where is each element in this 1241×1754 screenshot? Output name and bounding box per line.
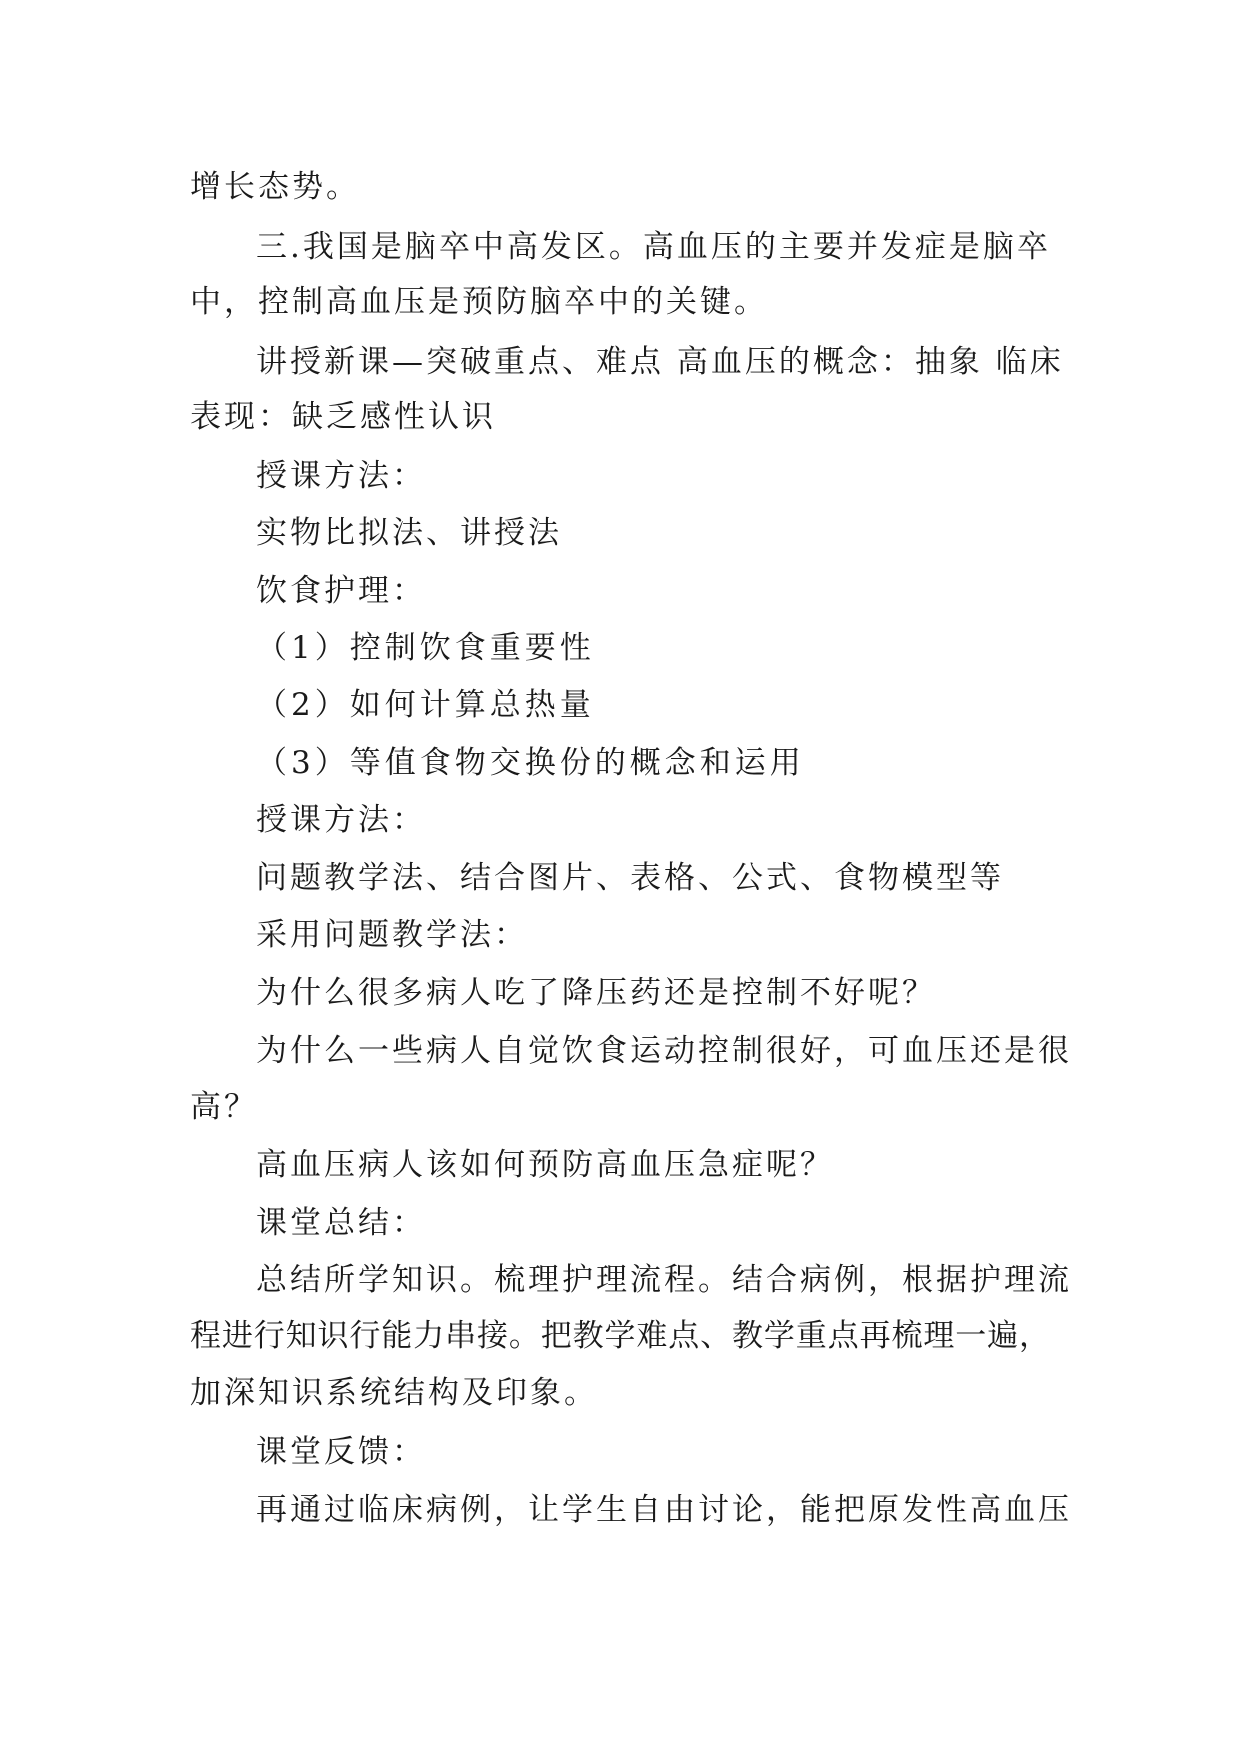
text-line: 高？ [190,1089,258,1125]
list-item: （2）如何计算总热量 [256,687,595,723]
text-line: 增长态势。 [190,169,360,205]
list-item: （3）等值食物交换份的概念和运用 [256,745,805,781]
text-line: 授课方法： [256,802,426,838]
text-line: 高血压病人该如何预防高血压急症呢？ [256,1147,834,1183]
text-line: 实物比拟法、讲授法 [256,515,562,551]
text-line: 三.我国是脑卒中高发区。高血压的主要并发症是脑卒 [256,229,1051,265]
text-line: 授课方法： [256,458,426,494]
text-line: 饮食护理： [256,573,426,609]
text-line: 问题教学法、结合图片、表格、公式、食物模型等 [256,860,1004,896]
list-item: （1）控制饮食重要性 [256,630,595,666]
text-line: 为什么很多病人吃了降压药还是控制不好呢？ [256,975,936,1011]
text-line: 表现：缺乏感性认识 [190,399,496,435]
text-line: 为什么一些病人自觉饮食运动控制很好，可血压还是很 [256,1033,1072,1069]
text-line: 讲授新课—突破重点、难点 高血压的概念：抽象 临床 [256,344,1064,380]
text-line: 再通过临床病例，让学生自由讨论，能把原发性高血压 [256,1492,1072,1528]
text-line: 程进行知识行能力串接。把教学难点、教学重点再梳理一遍， [190,1318,1050,1354]
text-line: 总结所学知识。梳理护理流程。结合病例，根据护理流 [256,1262,1072,1298]
text-line: 课堂总结： [256,1205,426,1241]
text-line: 课堂反馈： [256,1434,426,1470]
text-line: 采用问题教学法： [256,917,528,953]
text-line: 加深知识系统结构及印象。 [190,1375,598,1411]
text-line: 中，控制高血压是预防脑卒中的关键。 [190,284,768,320]
